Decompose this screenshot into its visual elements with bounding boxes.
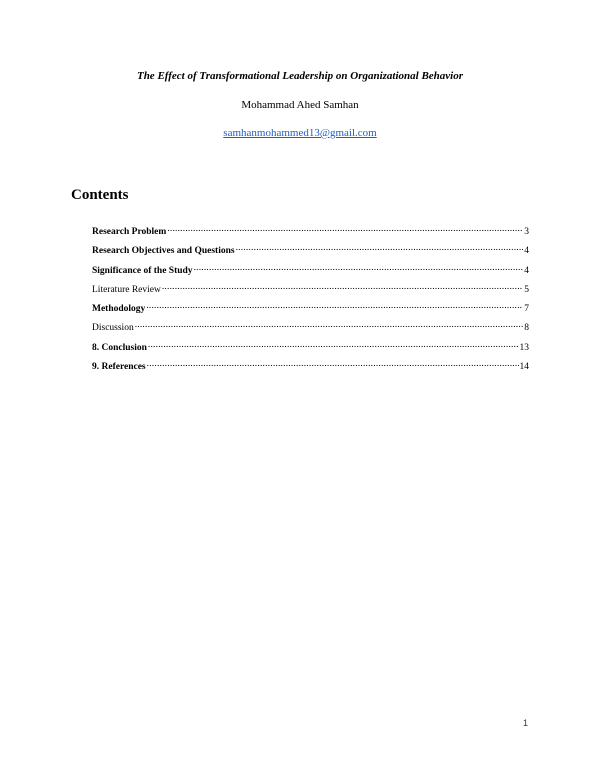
toc-entry-page: 13 [519, 342, 529, 353]
author-email-link[interactable]: samhanmohammed13@gmail.com [223, 127, 377, 139]
toc-entry-research-objectives[interactable] [92, 243, 529, 262]
toc-entry-label: Literature Review [92, 284, 161, 295]
toc-entry-significance[interactable] [92, 263, 529, 282]
toc-entry-page: 4 [524, 265, 529, 276]
toc-dot-leader [162, 282, 523, 292]
author-name: Mohammad Ahed Samhan [241, 99, 359, 111]
toc-dot-leader [148, 340, 519, 350]
document-title: The Effect of Transformational Leadership on Organizational Behavior [136, 70, 464, 82]
toc-entry-conclusion[interactable] [92, 340, 529, 359]
toc-dot-leader [236, 243, 524, 253]
toc-entry-label: 8. Conclusion [92, 342, 147, 353]
toc-entry-page: 8 [524, 323, 529, 334]
toc-entry-label: Methodology [92, 304, 146, 315]
table-of-contents [92, 224, 529, 378]
toc-dot-leader [135, 320, 524, 330]
toc-entry-page: 5 [524, 284, 529, 295]
toc-entry-label: Significance of the Study [92, 265, 193, 276]
toc-entry-label: Discussion [92, 323, 134, 334]
toc-entry-methodology[interactable] [92, 301, 529, 320]
toc-entry-page: 14 [519, 362, 529, 373]
toc-dot-leader [167, 224, 523, 234]
toc-entry-literature-review[interactable] [92, 282, 529, 301]
toc-dot-leader [147, 359, 519, 369]
toc-dot-leader [194, 263, 524, 273]
contents-heading: Contents [71, 187, 129, 203]
toc-entry-discussion[interactable] [92, 320, 529, 339]
toc-entry-page: 4 [524, 246, 529, 257]
toc-dot-leader [146, 301, 523, 311]
toc-entry-label: 9. References [92, 362, 146, 373]
toc-entry-label: Research Objectives and Questions [92, 246, 235, 257]
author-email-line [0, 127, 600, 139]
toc-entry-page: 3 [524, 227, 529, 237]
toc-entry-page: 7 [524, 304, 529, 315]
toc-entry-label: Research Problem [92, 227, 167, 237]
toc-entry-references[interactable] [92, 359, 529, 378]
toc-entry-research-problem[interactable] [92, 224, 529, 243]
page-number: 1 [523, 718, 529, 728]
